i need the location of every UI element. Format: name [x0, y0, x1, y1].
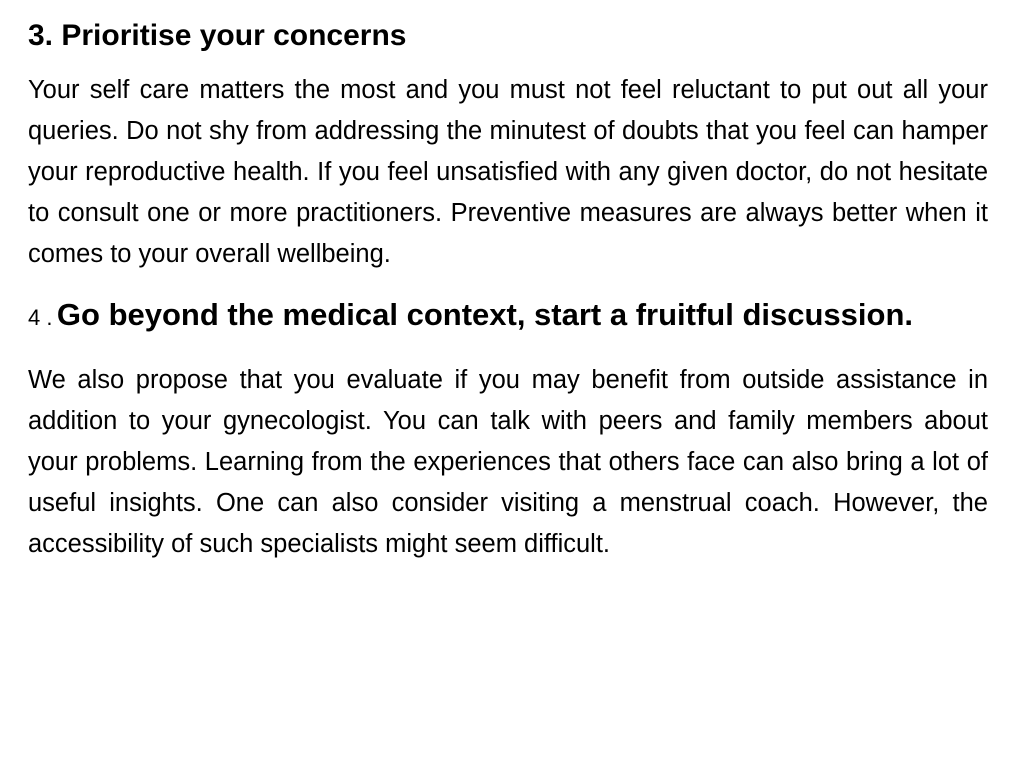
section-4-title: Go beyond the medical context, start a fruitful discussion. [56, 297, 914, 332]
section-3-body: Your self care matters the most and you must not feel reluctant to put out all your queries. Do not shy from addressing the minutest of doubts that you feel can hamper your reproductive health. If you feel unsatisfied with any given doctor, do not hesitate to consult one or more practitioners. Preventive measures are always better when it comes to your overall wellbeing. [28, 76, 988, 268]
section-4-number: 4 . [28, 305, 53, 330]
section-4-body: We also propose that you evaluate if you may benefit from outside assistance in addition to your gynecologist. You can talk with peers and family members about your problems. Learning from the experiences that others face can also bring a lot of useful insights. One can also consider visiting a menstrual coach. However, the accessibility of such specialists might seem difficult. [28, 366, 988, 558]
section-4-heading [28, 291, 988, 344]
section-3-heading: 3. Prioritise your concerns [28, 19, 407, 52]
slide-content [28, 12, 988, 565]
